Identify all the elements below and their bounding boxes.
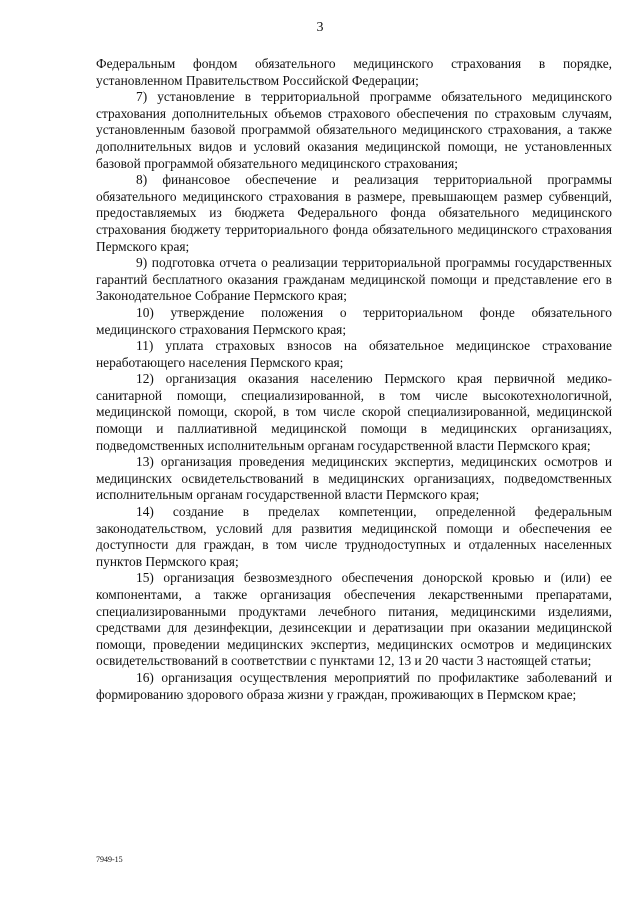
list-item-10: 10) утверждение положения о территориальном фонде обязательного медицинского страхования Пермского края; [96,304,612,337]
list-item-9: 9) подготовка отчета о реализации территориальной программы государственных гарантий бесплатного оказания гражданам медицинской помощи и представление его в Законодательное Собрание Пермского края; [96,255,612,304]
list-item-15: 15) организация безвозмездного обеспечения донорской кровью и (или) ее компонентами, а также организация обеспечения лекарственными препаратами, специализированными продуктами лечебного питания, медицинскими изделиями, средствами для дезинфекции, дезинсекции и дератизации при оказании медицинской помощи, проведении медицинских экспертиз, медицинских осмотров и медицинских освидетельствований в соответствии с пунктами 12, 13 и 20 части 3 настоящей статьи; [96,570,612,669]
list-item-12: 12) организация оказания населению Пермского края первичной медико-санитарной помощи, специализированной, в том числе высокотехнологичной, медицинской помощи, скорой, в том числе скорой специализированной, медицинской помощи и паллиативной медицинской помощи в медицинских организациях, подведомственных исполнительным органам государственной власти Пермского края; [96,371,612,453]
list-item-8: 8) финансовое обеспечение и реализация территориальной программы обязательного медицинского страхования в размере, превышающем размер субвенций, предоставляемых из бюджета Федерального фонда обязательного медицинского страхования бюджету территориального фонда обязательного медицинского страхования Пермского края; [96,172,612,254]
list-item-14: 14) создание в пределах компетенции, определенной федеральным законодательством, условий для развития медицинской помощи и обеспечения ее доступности для граждан, в том числе труднодоступных и отдаленных населенных пунктов Пермского края; [96,504,612,569]
document-code: 7949-15 [96,855,123,864]
list-item-7: 7) установление в территориальной программе обязательного медицинского страхования дополнительных объемов страхового обеспечения по страховым случаям, установленным базовой программой обязательного медицинского страхования, а также дополнительных видов и условий оказания медицинской помощи, не установленных базовой программой обязательного медицинского страхования; [96,89,612,171]
page-number: 3 [316,20,324,35]
list-item-13: 13) организация проведения медицинских экспертиз, медицинских осмотров и медицинских освидетельствований в медицинских организациях, подведомственных исполнительным органам государственной власти Пермского края; [96,454,612,503]
paragraph-continuation: Федеральным фондом обязательного медицинского страхования в порядке, установленном Правительством Российской Федерации; [96,56,612,88]
list-item-16: 16) организация осуществления мероприятий по профилактике заболеваний и формированию здорового образа жизни у граждан, проживающих в Пермском крае; [96,669,612,702]
document-body [96,56,612,703]
list-item-11: 11) уплата страховых взносов на обязательное медицинское страхование неработающего населения Пермского края; [96,338,612,370]
